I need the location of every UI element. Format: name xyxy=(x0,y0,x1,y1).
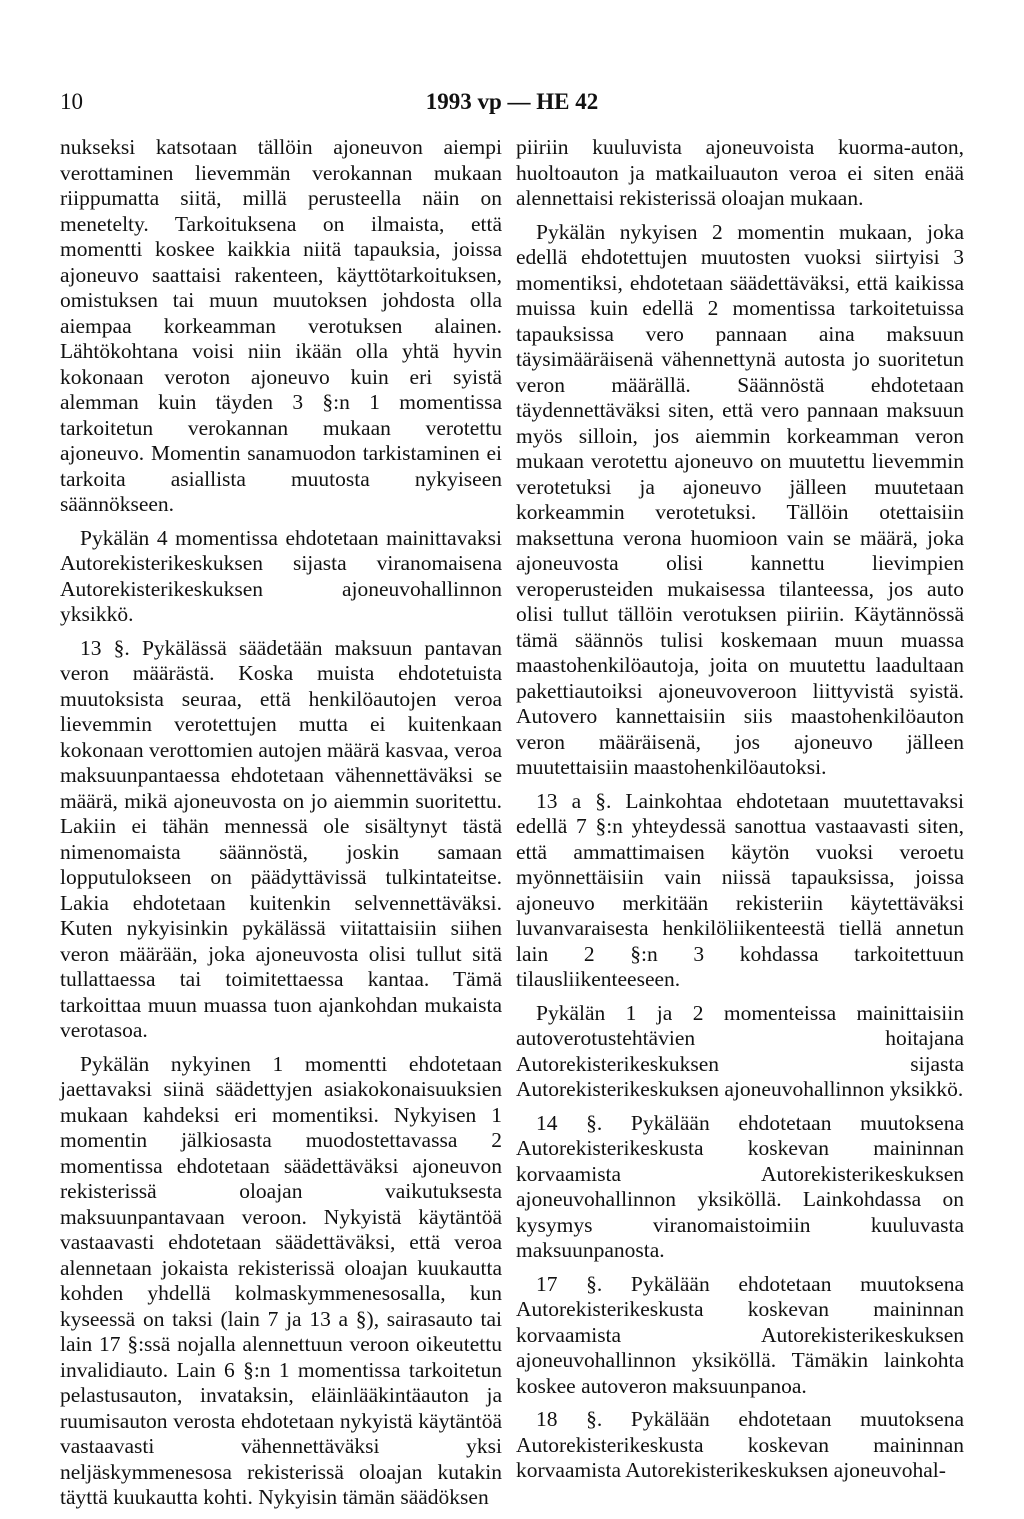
paragraph: Pykälän nykyinen 1 momentti ehdotetaan jaettavaksi siinä säädettyjen asiakokonaisuuksien mukaan kahdeksi eri momentiksi. Nykyisen 1 momentin jälkiosasta muodostettavassa 2 momentissa ehdotetaan säädettäväksi ajoneuvon rekisterissä oloajan vaikutuksesta maksuunpantavaan veroon. Nykyistä käytäntöä vastaavasti ehdotetaan säädettäväksi, että veroa alennetaan jokaista rekisterissä oloajan kuukautta kohden yhdellä kolmaskymmenesosalla, kun kyseessä on taksi (lain 7 ja 13 a §), sairasauto tai lain 17 §:ssä nojalla alennettuun veroon oikeutettu invalidiauto. Lain 6 §:n 1 momentissa tarkoitetun pelastusauton, invataksin, eläinlääkintäauton ja ruumisauton verosta ehdotetaan nykyistä käytäntöä vastaavasti vähennettäväksi yksi neljäskymmenesosa rekisterissä oloajan kutakin täyttä kuukautta kohti. Nykyisin tämän säädöksen xyxy=(60,1051,502,1509)
paragraph: Pykälän 1 ja 2 momenteissa mainittaisiin autoverotustehtävien hoitajana Autorekisterikeskuksen sijasta Autorekisterikeskuksen ajoneuvohallinnon yksikkö. xyxy=(516,1000,964,1101)
paragraph: 14 §. Pykälään ehdotetaan muutoksena Autorekisterikeskusta koskevan maininnan korvaamista Autorekisterikeskuksen ajoneuvohallinnon yksiköllä. Lainkohdassa on kysymys viranomaistoimiin kuuluvasta maksuunpanosta. xyxy=(516,1110,964,1262)
right-column xyxy=(516,135,964,1492)
running-header: 1993 vp — HE 42 xyxy=(425,89,599,114)
paragraph: 13 §. Pykälässä säädetään maksuun pantavan veron määrästä. Koska muista ehdotetuista muutoksista seuraa, että henkilöautojen veroa lievemmin verotettujen mutta ei kuitenkaan kokonaan verottomien autojen määrä kasvaa, veroa maksuunpantaessa ehdotetaan vähennettäväksi se määrä, mikä ajoneuvosta on jo aiemmin suoritettu. Lakiin ei tähän mennessä ole sisältynyt tästä nimenomaista säännöstä, joskin samaan lopputulokseen on päädyttävissä tulkintateitse. Lakia ehdotetaan kuitenkin selvennettäväksi. Kuten nykyisinkin pykälässä viitattaisiin siihen veron määrään, joka ajoneuvosta olisi tullut sitä tullattaessa tai toimitettaessa kantaa. Tämä tarkoittaa muun muassa tuon ajankohdan mukaista verotasoa. xyxy=(60,635,502,1042)
paragraph: 17 §. Pykälään ehdotetaan muutoksena Autorekisterikeskusta koskevan maininnan korvaamista Autorekisterikeskuksen ajoneuvohallinnon yksiköllä. Tämäkin lainkohta koskee autoveron maksuunpanoa. xyxy=(516,1271,964,1398)
paragraph: 13 a §. Lainkohtaa ehdotetaan muutettavaksi edellä 7 §:n yhteydessä sanottua vastaavasti siten, että ammattimaisen käytön vuoksi veroetu myönnettäisiin vain niissä tapauksissa, joissa ajoneuvo merkitään rekisteriin käytettäväksi luvanvaraisesta henkilöliikenteestä tiellä annetun lain 2 §:n 3 kohdassa tarkoitettuun tilausliikenteeseen. xyxy=(516,788,964,991)
paragraph: Pykälän 4 momentissa ehdotetaan mainittavaksi Autorekisterikeskuksen sijasta viranomaisena Autorekisterikeskuksen ajoneuvohallinnon yksikkö. xyxy=(60,525,502,626)
paragraph: 18 §. Pykälään ehdotetaan muutoksena Autorekisterikeskusta koskevan maininnan korvaamista Autorekisterikeskuksen ajoneuvohal- xyxy=(516,1407,964,1482)
paragraph: nukseksi katsotaan tällöin ajoneuvon aiempi verottaminen lievemmän verokannan mukaan riippumatta siitä, millä perusteella näin on menetelty. Tarkoituksena on ilmaista, että momentti koskee kaikkia niitä tapauksia, joissa ajoneuvo saattaisi rakenteen, käyttötarkoituksen, omistuksen tai muun muutoksen johdosta olla aiempaa korkeamman verotuksen alainen. Lähtökohtana voisi niin ikään olla yhtä hyvin kokonaan veroton ajoneuvo kuin eri syistä alemman kuin täyden 3 §:n 1 momentissa tarkoitetun verokannan mukaan verotettu ajoneuvo. Momentin sanamuodon tarkistaminen ei tarkoita asiallista muutosta nykyiseen säännökseen. xyxy=(60,135,502,516)
paragraph: Pykälän nykyisen 2 momentin mukaan, joka edellä ehdotettujen muutosten vuoksi siirtyisi 3 momentiksi, ehdotetaan säädettäväksi, että kaikissa muissa kuin edellä 2 momentissa tarkoitetuissa tapauksissa vero pannaan aina maksuun täysimääräisenä vähennettynä autosta jo suoritetun veron määrällä. Säännöstä ehdotetaan täydennettäväksi siten, että vero pannaan maksuun myös silloin, jos aiemmin korkeamman veron mukaan verotettu ajoneuvo on muutettu lievemmin verotetuksi ja ajoneuvo jälleen muutetaan korkeammin verotetuksi. Tällöin otettaisiin maksettuna verona huomioon vain se määrä, joka ajoneuvosta olisi kannettu lievimpien veroperusteiden mukaisessa tilanteessa, jos auto olisi tullut tällöin verotuksen piiriin. Käytännössä tämä säännös tulisi koskemaan muun muassa maastohenkilöautoja, joita on muutettu laadultaan pakettiautoiksi ajoneuvoveroon liittyvistä syistä. Autovero kannettaisiin siis maastohenkilöauton veron määräisenä, jos ajoneuvo jälleen muutettaisiin maastohenkilöautoksi. xyxy=(516,219,964,779)
paragraph: piiriin kuuluvista ajoneuvoista kuorma-auton, huoltoauton ja matkailuauton veroa ei siten enää alennettaisi rekisterissä oloajan mukaan. xyxy=(516,135,964,210)
page-number: 10 xyxy=(60,89,83,114)
left-column xyxy=(60,135,502,1519)
